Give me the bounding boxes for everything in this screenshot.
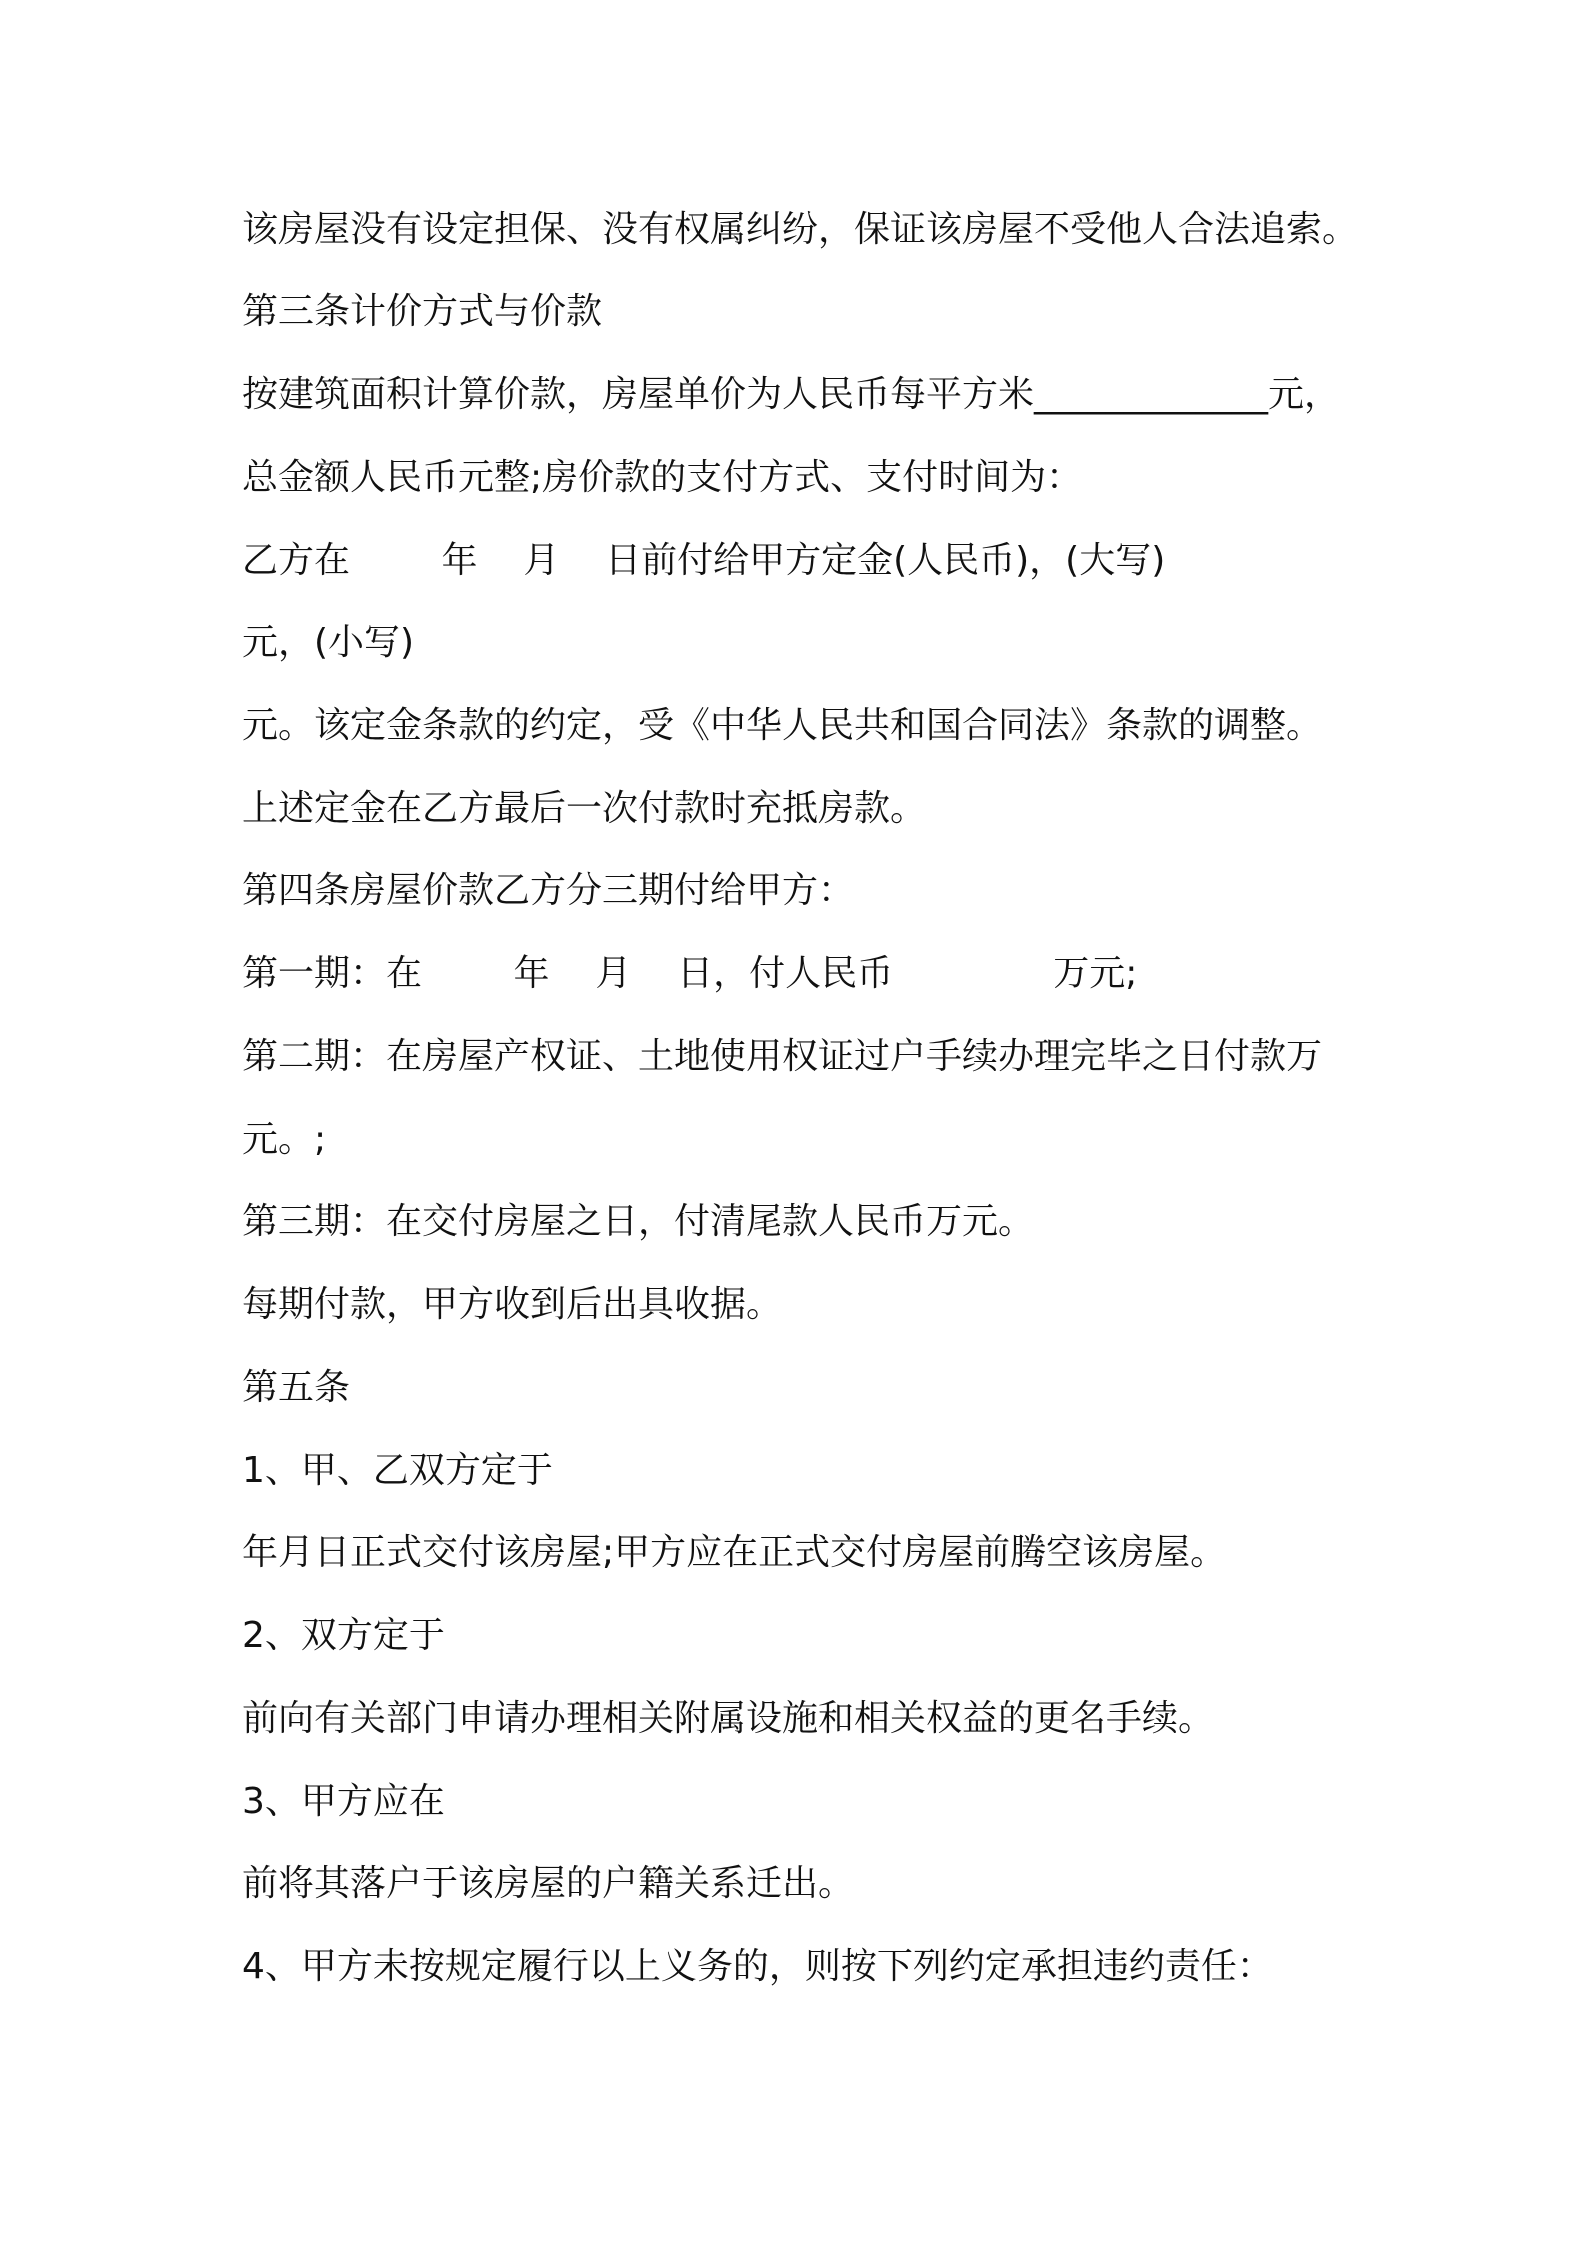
text-line-total-amount: 总金额人民币元整;房价款的支付方式、支付时间为： (242, 457, 1083, 498)
text-line-item-2: 2、双方定于 (242, 1615, 445, 1656)
text-line-phase-1: 第一期：在 年 月 日，付人民币 万元; (242, 953, 1138, 994)
heading-article-4: 第四条房屋价款乙方分三期付给甲方： (242, 870, 855, 911)
heading-article-3: 第三条计价方式与价款 (242, 291, 603, 332)
text-line-deposit-amount: 元，(小写) (242, 622, 415, 663)
text-line-phase-2: 第二期：在房屋产权证、土地使用权证过户手续办理完毕之日付款万 (242, 1036, 1323, 1077)
text-line-deposit-clause: 元。该定金条款的约定，受《中华人民共和国合同法》条款的调整。 (242, 705, 1323, 746)
text-line-item-2-cont: 前向有关部门申请办理相关附属设施和相关权益的更名手续。 (242, 1698, 1215, 1739)
text-line-unit-price: 按建筑面积计算价款，房屋单价为人民币每平方米_____________元， (242, 374, 1341, 415)
text-line-item-1: 1、甲、乙双方定于 (242, 1450, 553, 1491)
text-line-deposit-date: 乙方在 年 月 日前付给甲方定金(人民币)，(大写) (242, 540, 1166, 581)
text-line-item-4: 4、甲方未按规定履行以上义务的，则按下列约定承担违约责任： (242, 1946, 1273, 1987)
text-line-guarantee: 该房屋没有设定担保、没有权属纠纷，保证该房屋不受他人合法追索。 (242, 209, 1359, 250)
text-line-item-1-cont: 年月日正式交付该房屋;甲方应在正式交付房屋前腾空该房屋。 (242, 1532, 1227, 1573)
heading-article-5: 第五条 (242, 1367, 351, 1408)
text-line-phase-3: 第三期：在交付房屋之日，付清尾款人民币万元。 (242, 1201, 1035, 1242)
text-line-item-3: 3、甲方应在 (242, 1781, 445, 1822)
text-line-receipt: 每期付款，甲方收到后出具收据。 (242, 1284, 783, 1325)
text-line-item-3-cont: 前将其落户于该房屋的户籍关系迁出。 (242, 1863, 855, 1904)
text-line-deposit-offset: 上述定金在乙方最后一次付款时充抵房款。 (242, 788, 927, 829)
text-line-phase-2-cont: 元。; (242, 1119, 327, 1160)
